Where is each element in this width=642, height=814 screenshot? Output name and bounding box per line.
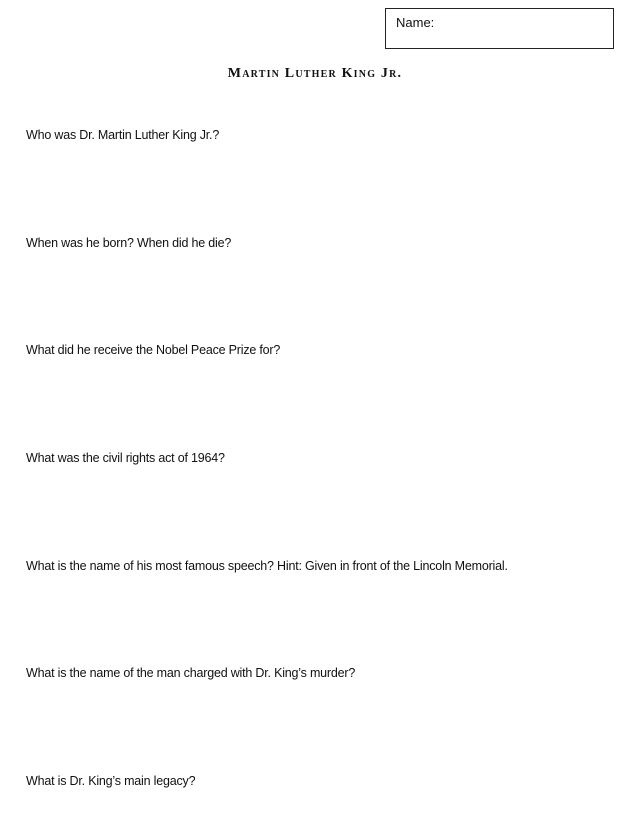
page-title: Martin Luther King Jr. xyxy=(227,66,403,81)
name-label: Name: xyxy=(396,15,435,30)
question-4: What was the civil rights act of 1964? xyxy=(26,451,225,465)
question-3: What did he receive the Nobel Peace Prize for? xyxy=(26,343,281,357)
question-6: What is the name of the man charged with Dr. King’s murder? xyxy=(26,666,356,680)
question-5: What is the name of his most famous speech? Hint: Given in front of the Lincoln Memorial. xyxy=(26,559,508,573)
question-2: When was he born? When did he die? xyxy=(26,236,232,250)
name-field[interactable] xyxy=(385,8,614,49)
question-1: Who was Dr. Martin Luther King Jr.? xyxy=(26,128,220,142)
question-7: What is Dr. King’s main legacy? xyxy=(26,774,196,788)
